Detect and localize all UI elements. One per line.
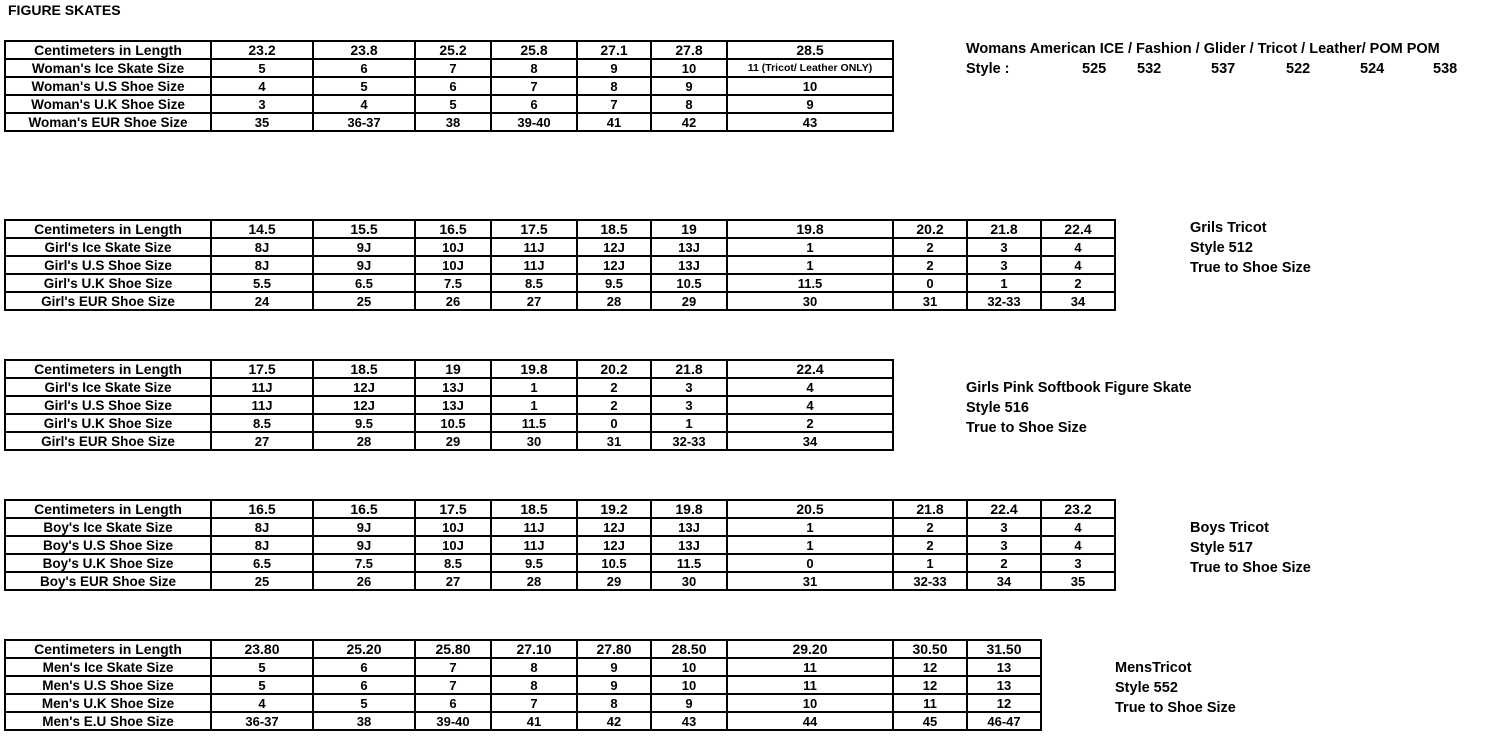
table-cell: 11J [211,378,313,396]
table-cell: 10 [651,59,727,77]
table-cell: 5 [211,658,313,676]
table-cell: 19.2 [577,500,651,518]
table-cell: 8 [577,77,651,95]
table-cell: 4 [1041,536,1115,554]
row-label: Girl's Ice Skate Size [5,378,211,396]
table-cell: 3 [211,95,313,113]
table-cell: 13 [967,658,1041,676]
table-cell: 16.5 [415,220,491,238]
table-cell: 26 [415,292,491,310]
table-cell: 34 [1041,292,1115,310]
table-cell: 32-33 [893,572,967,590]
table-cell: 27.80 [577,640,651,658]
row-label: Men's E.U Shoe Size [5,712,211,730]
table-cell: 31 [893,292,967,310]
table-cell: 7.5 [313,554,415,572]
table-row [5,113,893,131]
table-cell: 11 [727,676,893,694]
table-cell: 17.5 [491,220,577,238]
table-cell: 29.20 [727,640,893,658]
table-cell: 10J [415,536,491,554]
table-cell: 1 [967,274,1041,292]
table-cell: 27 [211,432,313,450]
table-cell: 4 [211,77,313,95]
table-cell: 5 [211,59,313,77]
table-cell: 17.5 [211,360,313,378]
table-cell: 29 [577,572,651,590]
table-cell: 28.5 [727,41,893,59]
table-cell: 38 [313,712,415,730]
boys-tricot-note-fit: True to Shoe Size [1190,560,1311,576]
table-row [5,712,1041,730]
mens-tricot-note-title: MensTricot [1115,660,1192,676]
table-cell: 16.5 [313,500,415,518]
table-row [5,220,1115,238]
table-cell: 14.5 [211,220,313,238]
table-cell: 8 [651,95,727,113]
table-cell: 12J [577,536,651,554]
table-row [5,500,1115,518]
table-cell: 1 [727,238,893,256]
mens-tricot-note-fit: True to Shoe Size [1115,700,1236,716]
table-cell: 1 [491,396,577,414]
table-cell: 28 [577,292,651,310]
row-label: Girl's Ice Skate Size [5,238,211,256]
table-cell: 2 [967,554,1041,572]
table-cell: 1 [893,554,967,572]
table-cell: 4 [313,95,415,113]
table-cell: 21.8 [967,220,1041,238]
table-cell: 30 [727,292,893,310]
table-row [5,554,1115,572]
table-cell: 46-47 [967,712,1041,730]
womens-style-row [966,59,1486,79]
table-cell: 43 [727,113,893,131]
table-cell: 13J [651,256,727,274]
table-cell: 36-37 [313,113,415,131]
row-label: Woman's U.S Shoe Size [5,77,211,95]
table-cell: 1 [491,378,577,396]
table-cell: 27 [491,292,577,310]
table-cell: 35 [211,113,313,131]
table-cell: 3 [967,518,1041,536]
table-cell: 7 [415,59,491,77]
table-cell: 22.4 [967,500,1041,518]
row-label: Girl's U.K Shoe Size [5,414,211,432]
table-cell: 3 [651,378,727,396]
womens-style-532: 532 [1137,61,1162,77]
table-cell: 0 [727,554,893,572]
table-cell: 9.5 [313,414,415,432]
table-cell: 31 [727,572,893,590]
table-cell: 25.80 [415,640,491,658]
table-cell: 17.5 [415,500,491,518]
table-cell: 39-40 [415,712,491,730]
table-cell: 44 [727,712,893,730]
table-cell: 10J [415,256,491,274]
row-label: Boy's U.S Shoe Size [5,536,211,554]
table-row [5,77,893,95]
row-label: Girl's U.K Shoe Size [5,274,211,292]
table-row [5,572,1115,590]
table-cell: 5 [211,676,313,694]
table-cell: 2 [893,238,967,256]
girls-softbook-note-style: Style 516 [966,400,1029,416]
table-cell: 19 [415,360,491,378]
table-cell: 6 [313,59,415,77]
table-cell: 12J [577,256,651,274]
girls-tricot-note [1190,218,1311,278]
table-cell: 27 [415,572,491,590]
row-label: Girl's U.S Shoe Size [5,256,211,274]
table-cell: 23.8 [313,41,415,59]
table-cell: 25 [313,292,415,310]
table-cell: 25.20 [313,640,415,658]
table-cell: 9J [313,256,415,274]
table-row [5,694,1041,712]
table-cell: 3 [1041,554,1115,572]
table-cell: 12 [893,658,967,676]
girls-softbook-note-fit: True to Shoe Size [966,420,1087,436]
womens-size-table [4,40,894,132]
row-label: Men's U.K Shoe Size [5,694,211,712]
row-label: Girl's U.S Shoe Size [5,396,211,414]
table-cell: 13J [651,518,727,536]
table-cell: 9 [727,95,893,113]
table-cell: 38 [415,113,491,131]
row-label: Woman's U.K Shoe Size [5,95,211,113]
table-cell: 12 [967,694,1041,712]
table-cell: 12J [313,378,415,396]
table-cell: 10.5 [577,554,651,572]
row-label: Men's U.S Shoe Size [5,676,211,694]
table-cell: 19.8 [651,500,727,518]
table-cell: 39-40 [491,113,577,131]
mens-tricot-note [1115,658,1236,718]
table-cell: 11.5 [651,554,727,572]
table-cell: 22.4 [1041,220,1115,238]
table-cell: 7 [415,676,491,694]
table-cell: 8J [211,518,313,536]
table-cell: 28 [313,432,415,450]
table-cell: 2 [893,518,967,536]
table-cell: 7 [577,95,651,113]
table-row [5,396,893,414]
girls-softbook-note [966,378,1192,438]
table-cell: 13J [651,238,727,256]
table-cell: 3 [967,256,1041,274]
boys-tricot-note-title: Boys Tricot [1190,520,1269,536]
table-cell: 20.2 [577,360,651,378]
row-label: Girl's EUR Shoe Size [5,432,211,450]
table-cell: 8.5 [491,274,577,292]
table-row [5,640,1041,658]
table-cell: 8 [491,658,577,676]
girls-softbook-size-table [4,359,894,451]
table-cell: 20.2 [893,220,967,238]
table-cell: 8 [577,694,651,712]
womens-style-537: 537 [1211,61,1236,77]
table-cell: 3 [967,238,1041,256]
table-cell: 23.2 [1041,500,1115,518]
table-row [5,378,893,396]
table-cell: 22.4 [727,360,893,378]
table-cell: 9 [577,59,651,77]
table-cell: 27.10 [491,640,577,658]
table-cell: 9 [651,77,727,95]
row-label: Centimeters in Length [5,500,211,518]
table-cell: 27.8 [651,41,727,59]
table-cell: 5.5 [211,274,313,292]
table-cell: 41 [577,113,651,131]
table-cell: 7 [491,694,577,712]
table-cell: 0 [893,274,967,292]
table-cell: 9 [577,658,651,676]
table-cell: 11.5 [491,414,577,432]
womens-note-title: Womans American ICE / Fashion / Glider / Tricot / Leather/ POM POM [966,41,1440,57]
table-cell: 6 [313,676,415,694]
table-cell: 4 [727,378,893,396]
table-cell: 2 [893,536,967,554]
table-row [5,292,1115,310]
table-cell: 6 [313,658,415,676]
girls-tricot-note-title: Grils Tricot [1190,220,1267,236]
table-row [5,256,1115,274]
table-cell: 7 [491,77,577,95]
table-cell: 34 [967,572,1041,590]
table-cell: 6 [415,77,491,95]
table-cell: 6.5 [211,554,313,572]
womens-note [966,39,1486,79]
table-row [5,536,1115,554]
table-cell: 3 [651,396,727,414]
table-cell: 15.5 [313,220,415,238]
table-cell: 8 [491,59,577,77]
table-cell: 4 [211,694,313,712]
table-row [5,274,1115,292]
girls-tricot-size-table [4,219,1116,311]
table-cell: 3 [967,536,1041,554]
table-cell: 20.5 [727,500,893,518]
table-cell: 12J [577,238,651,256]
table-cell: 1 [727,256,893,274]
table-cell: 10J [415,518,491,536]
table-cell: 8J [211,536,313,554]
table-row [5,414,893,432]
row-label: Woman's Ice Skate Size [5,59,211,77]
table-row [5,41,893,59]
table-cell: 32-33 [651,432,727,450]
table-cell: 11J [491,518,577,536]
table-cell: 11 [727,658,893,676]
table-cell: 7 [415,658,491,676]
table-cell: 25.8 [491,41,577,59]
table-cell: 8.5 [211,414,313,432]
table-cell: 10.5 [651,274,727,292]
table-cell: 28 [491,572,577,590]
table-cell: 2 [1041,274,1115,292]
table-cell: 9J [313,518,415,536]
table-cell: 18.5 [491,500,577,518]
table-cell: 34 [727,432,893,450]
table-cell: 2 [577,396,651,414]
table-cell: 9 [577,676,651,694]
row-label: Boy's EUR Shoe Size [5,572,211,590]
row-label: Woman's EUR Shoe Size [5,113,211,131]
table-cell: 4 [1041,256,1115,274]
table-row [5,432,893,450]
row-label: Centimeters in Length [5,220,211,238]
table-cell: 31 [577,432,651,450]
table-cell: 2 [893,256,967,274]
table-cell: 4 [727,396,893,414]
table-cell: 5 [415,95,491,113]
table-cell: 1 [727,536,893,554]
table-cell: 2 [727,414,893,432]
table-row [5,658,1041,676]
table-cell: 35 [1041,572,1115,590]
table-cell: 9.5 [491,554,577,572]
table-cell: 11J [491,256,577,274]
table-cell: 11 (Tricot/ Leather ONLY) [727,59,893,77]
row-label: Girl's EUR Shoe Size [5,292,211,310]
table-cell: 1 [651,414,727,432]
boys-tricot-size-table [4,499,1116,591]
table-cell: 29 [651,292,727,310]
table-cell: 9J [313,536,415,554]
table-cell: 1 [727,518,893,536]
table-cell: 10J [415,238,491,256]
table-cell: 30.50 [893,640,967,658]
table-row [5,59,893,77]
table-cell: 36-37 [211,712,313,730]
table-cell: 42 [651,113,727,131]
table-cell: 29 [415,432,491,450]
row-label: Men's Ice Skate Size [5,658,211,676]
table-cell: 11J [211,396,313,414]
table-cell: 21.8 [893,500,967,518]
table-cell: 21.8 [651,360,727,378]
table-cell: 11J [491,238,577,256]
table-cell: 6 [415,694,491,712]
womens-style-522: 522 [1286,61,1311,77]
table-cell: 2 [577,378,651,396]
row-label: Centimeters in Length [5,360,211,378]
womens-style-538: 538 [1433,61,1458,77]
table-cell: 4 [1041,238,1115,256]
table-cell: 5 [313,694,415,712]
mens-tricot-size-table [4,639,1042,731]
girls-tricot-note-fit: True to Shoe Size [1190,260,1311,276]
mens-tricot-note-style: Style 552 [1115,680,1178,696]
table-cell: 13J [415,378,491,396]
table-cell: 12J [313,396,415,414]
table-cell: 11J [491,536,577,554]
table-cell: 18.5 [313,360,415,378]
table-row [5,676,1041,694]
page-title: FIGURE SKATES [8,2,121,18]
table-cell: 19 [651,220,727,238]
table-cell: 42 [577,712,651,730]
table-cell: 8.5 [415,554,491,572]
table-cell: 25.2 [415,41,491,59]
table-cell: 30 [651,572,727,590]
table-cell: 41 [491,712,577,730]
table-cell: 9.5 [577,274,651,292]
table-cell: 8J [211,256,313,274]
womens-style-525: 525 [1082,61,1107,77]
table-cell: 8 [491,676,577,694]
table-cell: 10 [727,694,893,712]
womens-style-label: Style : [966,61,1010,77]
table-cell: 13J [651,536,727,554]
table-cell: 26 [313,572,415,590]
table-cell: 9 [651,694,727,712]
table-cell: 16.5 [211,500,313,518]
table-cell: 28.50 [651,640,727,658]
table-cell: 8J [211,238,313,256]
girls-softbook-note-title: Girls Pink Softbook Figure Skate [966,380,1192,396]
table-cell: 10 [651,676,727,694]
table-cell: 25 [211,572,313,590]
boys-tricot-note [1190,518,1311,578]
row-label: Centimeters in Length [5,640,211,658]
table-cell: 19.8 [491,360,577,378]
table-cell: 0 [577,414,651,432]
table-cell: 19.8 [727,220,893,238]
table-cell: 12 [893,676,967,694]
table-cell: 6.5 [313,274,415,292]
table-cell: 43 [651,712,727,730]
girls-tricot-note-style: Style 512 [1190,240,1253,256]
table-cell: 4 [1041,518,1115,536]
table-cell: 18.5 [577,220,651,238]
womens-style-524: 524 [1360,61,1385,77]
table-cell: 23.80 [211,640,313,658]
table-cell: 10 [651,658,727,676]
table-cell: 45 [893,712,967,730]
table-row [5,360,893,378]
table-cell: 5 [313,77,415,95]
table-cell: 11 [893,694,967,712]
boys-tricot-note-style: Style 517 [1190,540,1253,556]
table-cell: 7.5 [415,274,491,292]
row-label: Boy's Ice Skate Size [5,518,211,536]
row-label: Boy's U.K Shoe Size [5,554,211,572]
table-cell: 12J [577,518,651,536]
table-cell: 9J [313,238,415,256]
table-cell: 24 [211,292,313,310]
table-row [5,518,1115,536]
table-row [5,238,1115,256]
table-cell: 32-33 [967,292,1041,310]
table-cell: 23.2 [211,41,313,59]
table-cell: 11.5 [727,274,893,292]
table-cell: 31.50 [967,640,1041,658]
table-cell: 10.5 [415,414,491,432]
table-cell: 27.1 [577,41,651,59]
table-cell: 13J [415,396,491,414]
table-cell: 6 [491,95,577,113]
table-row [5,95,893,113]
table-cell: 10 [727,77,893,95]
table-cell: 30 [491,432,577,450]
row-label: Centimeters in Length [5,41,211,59]
table-cell: 13 [967,676,1041,694]
